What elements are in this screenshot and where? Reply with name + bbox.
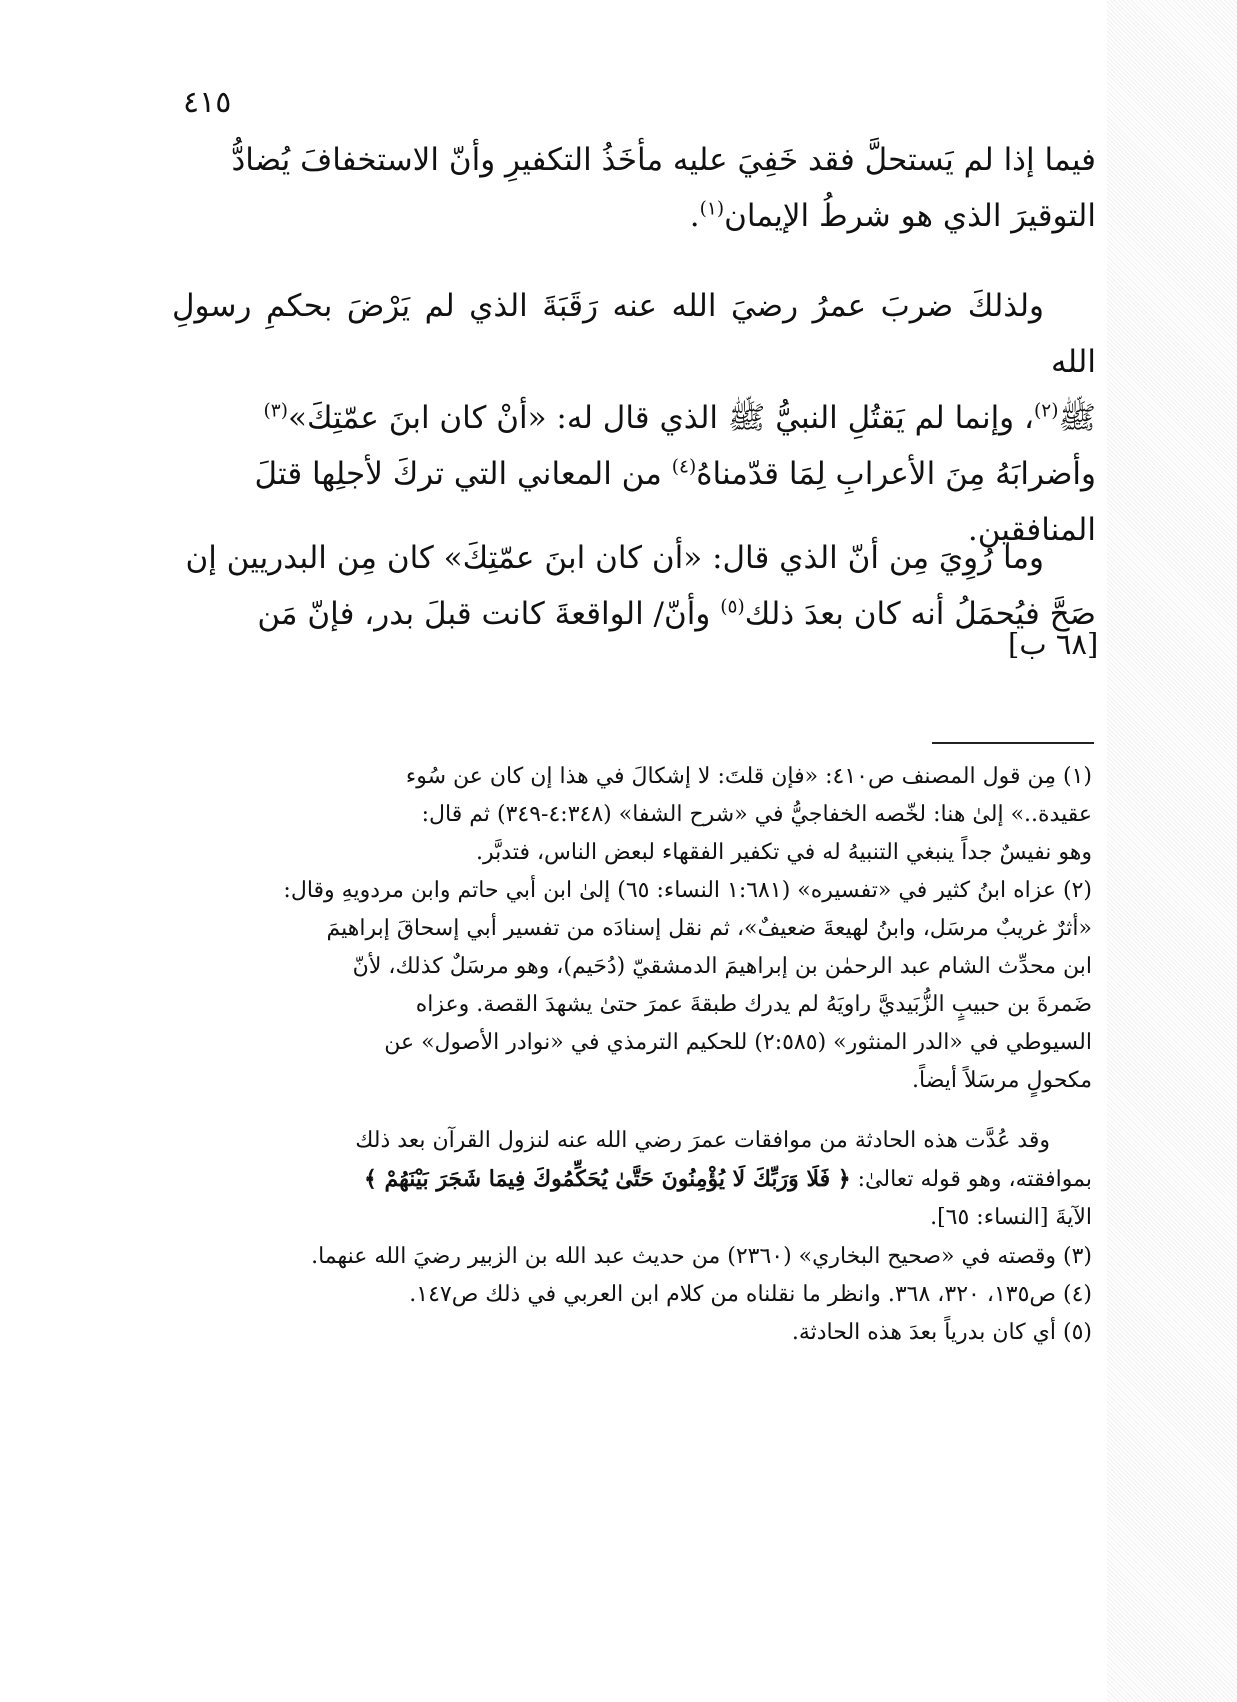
paragraph-3-line-2-end: وأنّ/ الواقعةَ كانت قبلَ بدر، فإنّ مَن — [257, 596, 721, 632]
paragraph-2-line-3 — [172, 446, 1096, 502]
footnote-3 — [172, 1238, 1092, 1276]
paragraph-3-line-2-start: صَحَّ فيُحمَلُ أنه كان بعدَ ذلك — [744, 596, 1096, 632]
paragraph-2-line-2-start: ﷺ — [1058, 400, 1096, 436]
footnote-4 — [172, 1276, 1092, 1314]
footnote-4-text: ص١٣٥، ٣٢٠، ٣٦٨. وانظر ما نقلناه من كلام ابن العربي في ذلك ص١٤٧. — [409, 1282, 1063, 1307]
paragraph-1-line-2 — [172, 188, 1096, 244]
footnote-2-sub-line-3: الآيةَ [النساء: ٦٥]. — [930, 1205, 1092, 1230]
footnote-ref-3[interactable]: (٣) — [263, 400, 288, 422]
paragraph-2-line-2 — [172, 390, 1096, 446]
footnote-5 — [172, 1314, 1092, 1352]
footnote-2-line-3: ابن محدِّث الشام عبد الرحمٰن بن إبراهيمَ الدمشقيّ (دُحَيم)، وهو مرسَلٌ كذلك، لأنّ — [352, 954, 1092, 979]
footnote-2-sub-line-2-text: بموافقته، وهو قوله تعالىٰ: — [850, 1167, 1092, 1192]
paragraph-2-line-3-end: من المعاني التي تركَ لأجلِها قتلَ — [254, 456, 672, 492]
paragraph-2-line-4: المنافقين. — [967, 512, 1096, 548]
scan-edge-texture — [1107, 0, 1237, 1702]
paragraph-3 — [172, 530, 1096, 642]
footnote-2-line-2: «أثرٌ غريبٌ مرسَل، وابنُ لهيعةَ ضعيفٌ»، ثم نقل إسنادَه من تفسير أبي إسحاقَ إبراهيمَ — [326, 916, 1092, 941]
footnote-2-line-6: مكحولٍ مرسَلاً أيضاً. — [912, 1068, 1092, 1093]
paragraph-3-line-2 — [172, 586, 1096, 642]
footnote-2-continuation — [172, 1122, 1092, 1237]
footnote-1-line-2: عقيدة..» إلىٰ هنا: لخّصه الخفاجيُّ في «شرح الشفا» (٤:٣٤٨-٣٤٩) ثم قال: — [421, 802, 1092, 827]
margin-folio-note: [٦٨ ب] — [1008, 627, 1099, 661]
footnote-separator — [932, 742, 1094, 744]
paragraph-1-line-2-text: التوقيرَ الذي هو شرطُ الإيمان — [724, 198, 1096, 234]
footnote-2-line-1-text: عزاه ابنُ كثير في «تفسيره» (١:٦٨١ النساء: ٦٥) إلىٰ ابن أبي حاتم وابن مردويهِ وقال: — [283, 878, 1063, 903]
footnotes-3-to-5 — [172, 1238, 1092, 1352]
footnote-2-line-4: ضَمرةَ بن حبيبٍ الزُّبَيديَّ راويَهُ لم يدرك طبقةَ عمرَ حتىٰ يشهدَ القصة. وعزاه — [415, 992, 1092, 1017]
paragraph-1-line-1: فيما إذا لم يَستحلَّ فقد خَفِيَ عليه مأخَذُ التكفيرِ وأنّ الاستخفافَ يُضادُّ — [231, 142, 1096, 178]
paragraph-1 — [172, 132, 1096, 244]
footnote-3-marker: (٣) — [1062, 1244, 1092, 1269]
paragraph-2 — [172, 278, 1096, 558]
footnote-2-line-1 — [172, 872, 1092, 910]
paragraph-2-line-2-mid: ، وإنما لم يَقتُلِ النبيُّ ﷺ الذي قال له: «أنْ كان ابنَ عمّتِكَ» — [288, 400, 1035, 436]
footnote-5-text: أي كان بدرياً بعدَ هذه الحادثة. — [791, 1320, 1063, 1345]
footnote-1-marker: (١) — [1062, 764, 1092, 789]
paragraph-3-line-1: وما رُوِيَ مِن أنّ الذي قال: «أن كان ابنَ عمّتِكَ» كان مِن البدريين إن — [185, 540, 1044, 576]
footnote-1-line-3: وهو نفيسٌ جداً ينبغي التنبيهُ له في تكفير الفقهاء لبعض الناس، فتدبَّر. — [476, 840, 1092, 865]
footnote-1 — [172, 758, 1092, 872]
paragraph-2-line-1: ولذلكَ ضربَ عمرُ رضيَ الله عنه رَقَبَةَ الذي لم يَرْضَ بحكمِ رسولِ الله — [172, 288, 1096, 380]
footnote-ref-1[interactable]: (١) — [699, 198, 725, 220]
footnote-1-line-1-text: مِن قول المصنف ص٤١٠: «فإن قلتَ: لا إشكالَ في هذا إن كان عن سُوء — [405, 764, 1063, 789]
footnote-2-line-5: السيوطي في «الدر المنثور» (٢:٥٨٥) للحكيم الترمذي في «نوادر الأصول» عن — [384, 1030, 1092, 1055]
footnote-2 — [172, 872, 1092, 1100]
footnote-ref-5[interactable]: (٥) — [720, 596, 745, 618]
footnote-ref-2[interactable]: (٢) — [1034, 400, 1059, 422]
footnote-ref-4[interactable]: (٤) — [671, 456, 697, 478]
quran-verse: ﴿ فَلَا وَرَبِّكَ لَا يُؤْمِنُونَ حَتَّىٰ يُحَكِّمُوكَ فِيمَا شَجَرَ بَيْنَهُمْ ﴾ — [363, 1166, 851, 1192]
footnote-2-sub-line-2 — [172, 1160, 1092, 1199]
footnote-4-marker: (٤) — [1062, 1282, 1092, 1307]
footnote-2-marker: (٢) — [1062, 878, 1092, 903]
footnote-5-marker: (٥) — [1062, 1320, 1092, 1345]
footnote-1-line-1 — [172, 758, 1092, 796]
page-number: ٤١٥ — [183, 85, 232, 120]
paragraph-1-line-2-end: . — [689, 198, 700, 234]
footnote-3-text: وقصته في «صحيح البخاري» (٢٣٦٠) من حديث عبد الله بن الزبير رضيَ الله عنهما. — [311, 1244, 1063, 1269]
paragraph-2-line-3-start: وأضرابَهُ مِنَ الأعرابِ لِمَا قدّمناهُ — [696, 456, 1096, 492]
footnote-2-sub-line-1: وقد عُدَّت هذه الحادثة من موافقات عمرَ رضي الله عنه لنزول القرآن بعد ذلك — [355, 1128, 1050, 1153]
